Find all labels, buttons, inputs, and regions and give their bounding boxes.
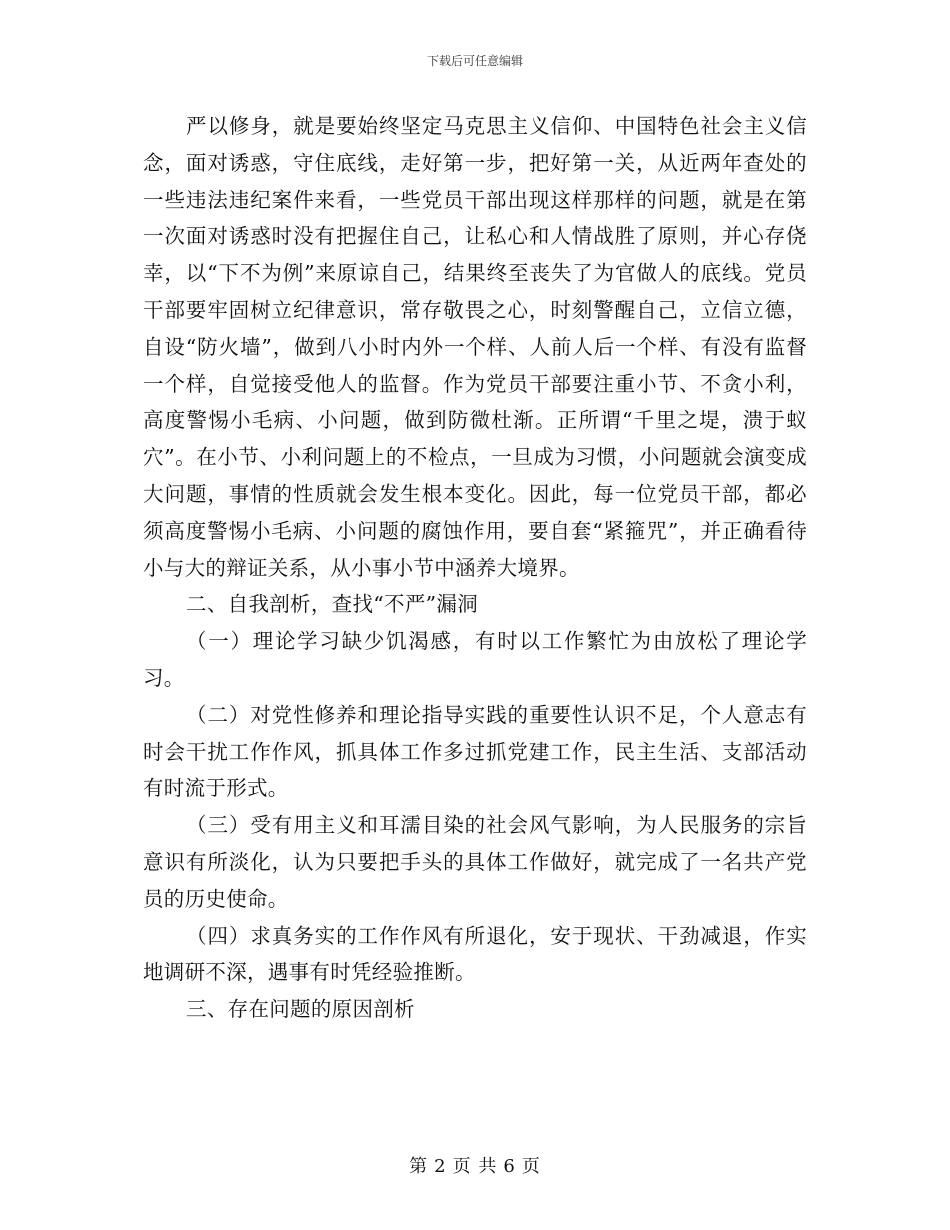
page-footer (0, 1152, 950, 1178)
page-number: 2 (434, 1156, 447, 1177)
list-item-3: （三）受有用主义和耳濡目染的社会风气影响，为人民服务的宗旨意识有所淡化，认为只要把手头的具体工作做好，就完成了一名共产党员的历史使命。 (143, 813, 807, 911)
document-body (143, 108, 807, 1028)
paragraph-self-cultivation: 严以修身，就是要始终坚定马克思主义信仰、中国特色社会主义信念，面对诱惑，守住底线，走好第一步，把好第一关，从近两年查处的一些违法违纪案件来看，一些党员干部出现这样那样的问题，就是在第一次面对诱惑时没有把握住自己，让私心和人情战胜了原则，并心存侥幸，以“下不为例”来原谅自己，结果终至丧失了为官做人的底线。党员干部要牢固树立纪律意识，常存敬畏之心，时刻警醒自己，立信立德，自设“防火墙”，做到八小时内外一个样、人前人后一个样、有没有监督一个样，自觉接受他人的监督。作为党员干部要注重小节、不贪小利，高度警惕小毛病、小问题，做到防微杜渐。正所谓“千里之堤，溃于蚁穴”。在小节、小利问题上的不检点，一旦成为习惯，小问题就会演变成大问题，事情的性质就会发生根本变化。因此，每一位党员干部，都必须高度警惕小毛病、小问题的腐蚀作用，要自套“紧箍咒”，并正确看待小与大的辩证关系，从小事小节中涵养大境界。 (143, 114, 807, 580)
list-item-2: （二）对党性修养和理论指导实践的重要性认识不足，个人意志有时会干扰工作作风，抓具体工作多过抓党建工作，民主生活、支部活动有时流于形式。 (143, 702, 807, 801)
section-heading-self-analysis: 二、自我剖析，查找“不严”漏洞 (186, 592, 479, 617)
footer-middle: 页 共 (452, 1156, 498, 1177)
page-header: 下载后可任意编辑 (426, 54, 523, 68)
list-item-1: （一）理论学习缺少饥渴感，有时以工作繁忙为由放松了理论学习。 (143, 629, 807, 690)
section-heading-cause-analysis: 三、存在问题的原因剖析 (186, 997, 415, 1022)
page-total: 6 (503, 1156, 516, 1177)
footer-suffix: 页 (521, 1156, 541, 1177)
footer-prefix: 第 (409, 1156, 429, 1177)
list-item-4: （四）求真务实的工作作风有所退化，安于现状、干劲减退，作实地调研不深，遇事有时凭经验推断。 (143, 923, 807, 985)
